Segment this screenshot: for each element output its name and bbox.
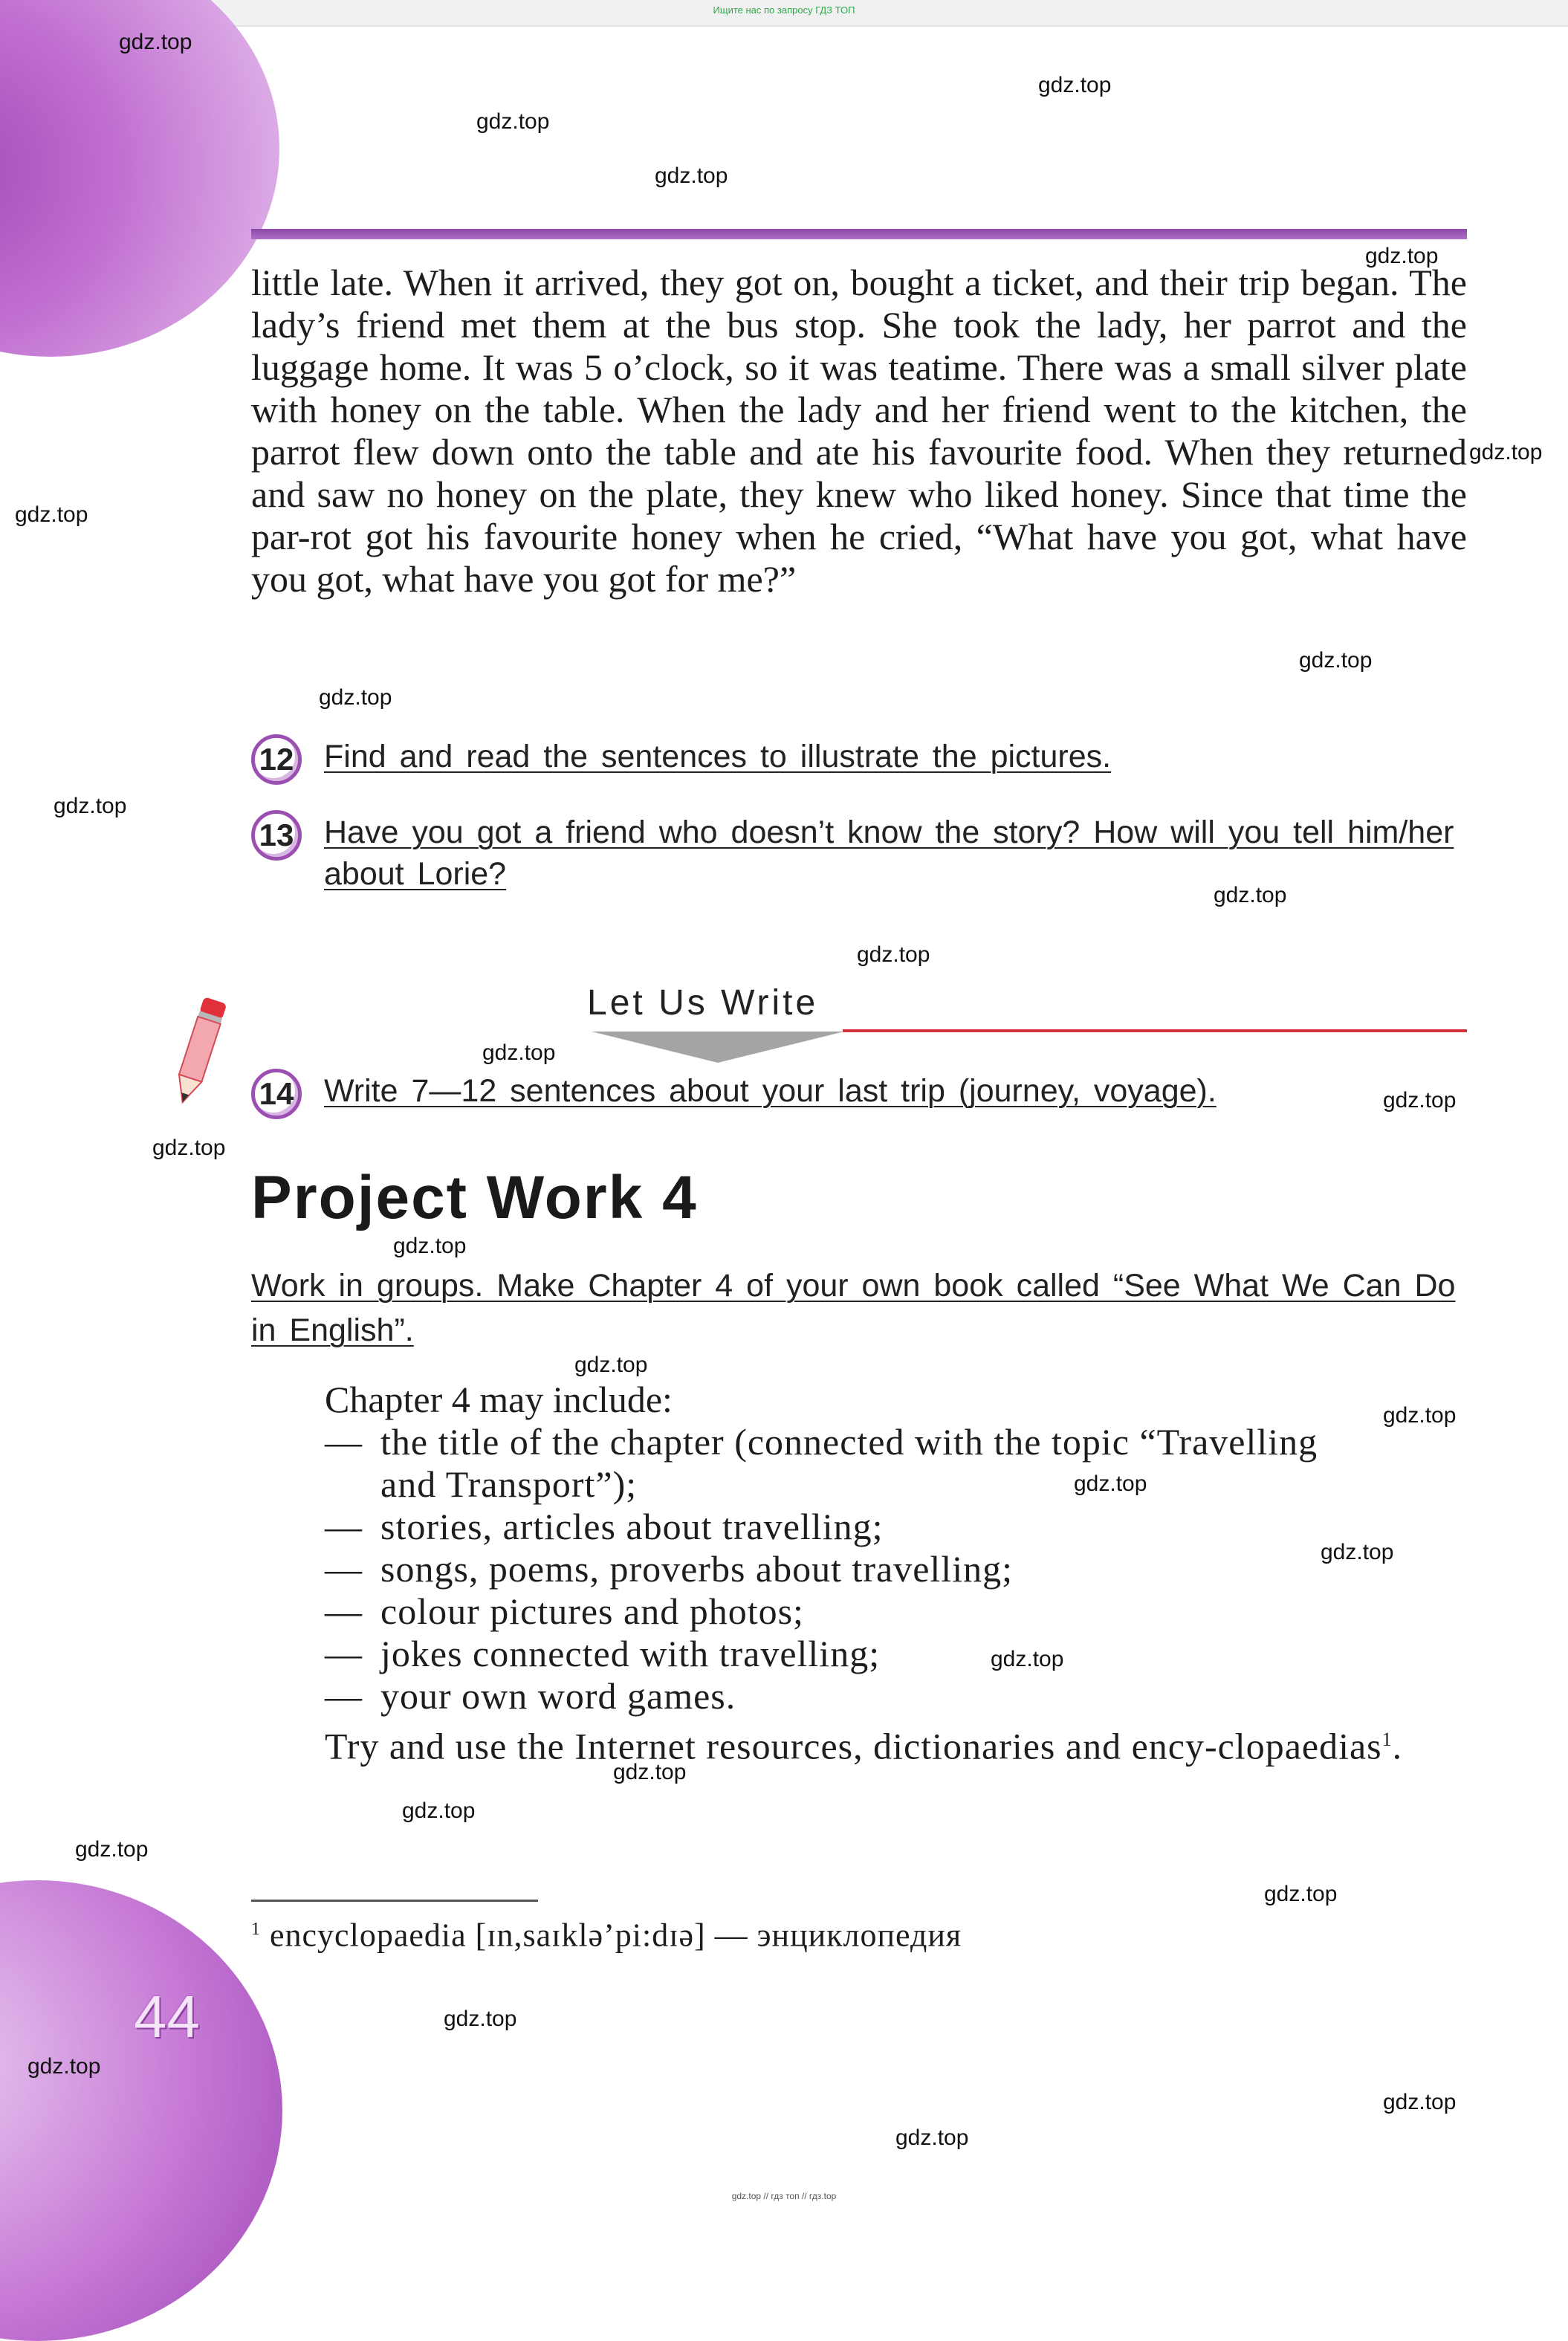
watermark: gdz.top xyxy=(1383,1403,1457,1428)
section-title: Let Us Write xyxy=(587,983,819,1023)
watermark: gdz.top xyxy=(1038,73,1112,97)
task-instruction: Have you got a friend who doesn’t know the story? How will you tell him/her about Lorie? xyxy=(324,815,1454,892)
list-item: — colour pictures and photos; xyxy=(325,1590,804,1632)
footnote-number: 1 xyxy=(251,1920,261,1939)
task-instruction: Find and read the sentences to illustrate the pictures. xyxy=(324,739,1112,774)
chapter-contents-list xyxy=(325,1421,1321,1717)
footer-links[interactable]: gdz.top // гдз топ // гдз.top xyxy=(731,2191,837,2201)
project-intro: Work in groups. Make Chapter 4 of your own book called “See What We Can Do in English”. xyxy=(251,1268,1456,1348)
watermark: gdz.top xyxy=(1299,648,1373,673)
task-number-badge: 12 xyxy=(251,734,302,785)
pencil-icon xyxy=(161,991,235,1110)
watermark: gdz.top xyxy=(857,942,930,967)
watermark: gdz.top xyxy=(402,1798,476,1823)
list-item: — your own word games. xyxy=(325,1675,736,1717)
task-number-badge: 14 xyxy=(251,1069,302,1119)
watermark: gdz.top xyxy=(574,1353,648,1377)
header-rule xyxy=(251,229,1467,239)
watermark: gdz.top xyxy=(895,2125,969,2150)
top-banner-text[interactable]: Ищите нас по запросу ГДЗ ТОП xyxy=(713,4,855,16)
down-arrow-icon xyxy=(592,1032,844,1063)
list-item: — jokes connected with travelling; xyxy=(325,1633,881,1674)
top-banner-bar xyxy=(0,0,1568,27)
task-instruction: Write 7—12 sentences about your last trip (journey, voyage). xyxy=(324,1073,1217,1109)
watermark: gdz.top xyxy=(54,794,127,818)
list-item: — songs, poems, proverbs about travelling; xyxy=(325,1548,1013,1590)
watermark: gdz.top xyxy=(1365,244,1439,268)
project-title: Project Work 4 xyxy=(251,1164,698,1231)
watermark: gdz.top xyxy=(613,1760,687,1784)
chapter-lead: Chapter 4 may include: xyxy=(325,1379,673,1420)
watermark: gdz.top xyxy=(444,2007,517,2031)
watermark: gdz.top xyxy=(476,109,550,134)
watermark: gdz.top xyxy=(1383,1088,1457,1113)
watermark: gdz.top xyxy=(1469,440,1543,464)
watermark: gdz.top xyxy=(27,2054,101,2079)
list-item: — stories, articles about travelling; xyxy=(325,1506,884,1547)
watermark: gdz.top xyxy=(1321,1540,1394,1564)
watermark: gdz.top xyxy=(991,1647,1064,1671)
footnote: $^1$ encyclopaedia [ɪn,saɪklə’pi:dɪə] — энциклопедия xyxy=(251,1917,962,1954)
section-underline xyxy=(843,1029,1467,1032)
watermark: gdz.top xyxy=(1264,1882,1338,1906)
watermark: gdz.top xyxy=(1383,2090,1457,2114)
page-number: 44 xyxy=(134,1984,200,2050)
watermark: gdz.top xyxy=(655,163,728,188)
list-item: — the title of the chapter (connected with the topic “Travelling and Transport”); xyxy=(325,1421,1318,1505)
watermark: gdz.top xyxy=(1214,883,1287,907)
watermark: gdz.top xyxy=(75,1837,149,1862)
footnote-rule xyxy=(251,1900,538,1902)
decorative-corner-bottom xyxy=(0,1880,282,2341)
closing-paragraph: Try and use the Internet resources, dictionaries and ency-clopaedias$^1$. xyxy=(325,1725,1403,1767)
story-text: little late. When it arrived, they got on, bought a ticket, and their trip began. The lady’s friend met them at the bus stop. She took the lady, her parrot and the luggage home. It was 5 o’clock, so it was teatime. There was a small silver plate with honey on the table. When the lady and her friend went to the kitchen, the parrot flew down onto the table and ate his favourite food. When they returned and saw no honey on the plate, they knew who liked honey. Since that time the par-rot got his favourite honey when he cried, “What have you got, what have you got, what have you got for me?” xyxy=(251,262,1467,600)
watermark: gdz.top xyxy=(15,502,88,527)
task-number-badge: 13 xyxy=(251,810,302,861)
watermark: gdz.top xyxy=(319,685,392,710)
watermark: gdz.top xyxy=(393,1234,467,1258)
watermark: gdz.top xyxy=(1074,1471,1147,1496)
footnote-mark: 1 xyxy=(1381,1729,1393,1750)
watermark: gdz.top xyxy=(482,1040,556,1065)
watermark: gdz.top xyxy=(119,30,192,54)
watermark: gdz.top xyxy=(152,1136,226,1160)
